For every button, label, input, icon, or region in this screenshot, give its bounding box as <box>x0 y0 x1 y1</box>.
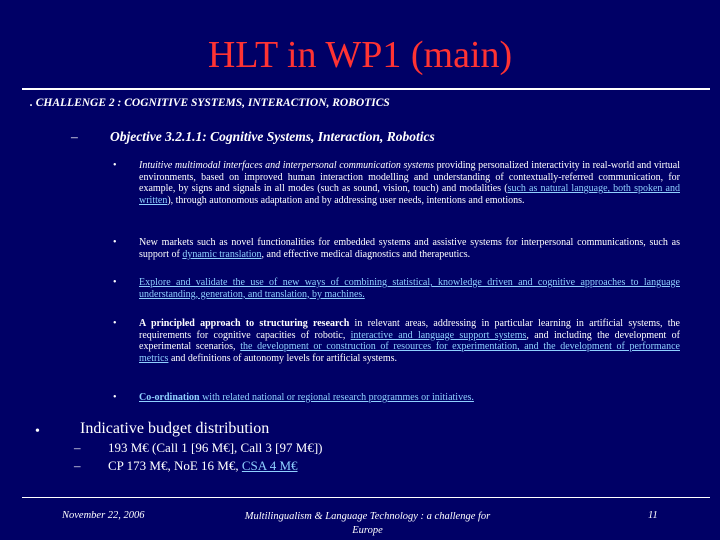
list-item-multimodal <box>139 160 680 206</box>
budget-heading: Indicative budget distribution <box>80 420 270 437</box>
footer-date: November 22, 2006 <box>62 510 145 521</box>
footer-divider <box>22 497 710 498</box>
item-bold-text: A principled approach to structuring research <box>139 318 350 329</box>
slide-title: HLT in WP1 (main) <box>207 34 513 76</box>
item-link-dynamic-translation[interactable]: dynamic translation <box>182 248 262 260</box>
budget-dash: – <box>74 458 81 473</box>
item-text: , and including the development of experimental scenarios, <box>139 329 680 353</box>
bullet-marker: • <box>113 318 117 329</box>
list-item-new-markets <box>139 237 680 260</box>
item-text: and definitions of autonomy levels for artificial systems. <box>168 352 397 364</box>
item-text: ), through autonomous adaptation and by addressing user needs, intentions and emotions. <box>167 194 525 206</box>
item-link-coordination[interactable]: Co-ordination <box>139 392 200 403</box>
bullet-marker: • <box>113 277 117 288</box>
budget-dash: – <box>74 440 81 455</box>
challenge-heading: . CHALLENGE 2 : COGNITIVE SYSTEMS, INTERACTION, ROBOTICS <box>30 97 390 109</box>
list-item-principled-approach <box>139 318 680 364</box>
objective-dash: – <box>71 129 78 144</box>
item-text: New markets such as novel functionalities for embedded systems and assistive systems for interpersonal communications, such as support of <box>139 237 680 260</box>
budget-line-calls: 193 M€ (Call 1 [96 M€], Call 3 [97 M€]) <box>108 440 323 455</box>
list-item-explore <box>139 277 680 300</box>
budget-line-instruments <box>108 458 298 474</box>
item-link-interactive-language[interactable]: interactive and language support systems <box>350 329 527 341</box>
item-link-programmes[interactable]: with related national or regional research programmes or initiatives. <box>199 392 474 403</box>
item-text: in relevant areas, addressing in particular learning in artificial systems, the requirements for cognitive capacities of robotic, <box>139 318 680 341</box>
budget-link-csa[interactable]: CSA 4 M€ <box>241 458 298 473</box>
page-number: 11 <box>648 510 658 521</box>
item-link-natural-language[interactable]: such as natural language, both spoken and written <box>139 183 680 206</box>
bullet-marker: • <box>113 237 117 248</box>
item-link-multimodal-interfaces: Intuitive multimodal interfaces and interpersonal communication systems <box>139 160 435 171</box>
budget-text: CP 173 M€, NoE 16 M€, <box>108 458 242 473</box>
list-item-coordination <box>139 392 680 404</box>
bullet-marker: • <box>113 392 117 403</box>
objective-heading: Objective 3.2.1.1: Cognitive Systems, Interaction, Robotics <box>110 129 435 144</box>
footer-title: Multilingualism & Language Technology : a challenge for Europe <box>244 511 491 536</box>
bullet-marker: • <box>35 424 40 439</box>
item-link-explore-validate[interactable]: Explore and validate the use of new ways of combining statistical, knowledge driven and cognitive approaches to language understanding, generation, and translation, by machines. <box>139 277 680 300</box>
title-divider <box>22 88 710 90</box>
item-link-resources[interactable]: the development or construction of resources for experimentation, and the development of performance metrics <box>139 341 680 364</box>
bullet-marker: • <box>113 160 117 171</box>
item-text: , and effective medical diagnostics and therapeutics. <box>261 248 471 260</box>
item-text: providing personalized interactivity in real-world and virtual environments, based on improved human interaction modelling and understanding of contextually-referred communication, for example, by signs and signals in all modes (such as sound, vision, touch) and modalities ( <box>139 160 680 195</box>
